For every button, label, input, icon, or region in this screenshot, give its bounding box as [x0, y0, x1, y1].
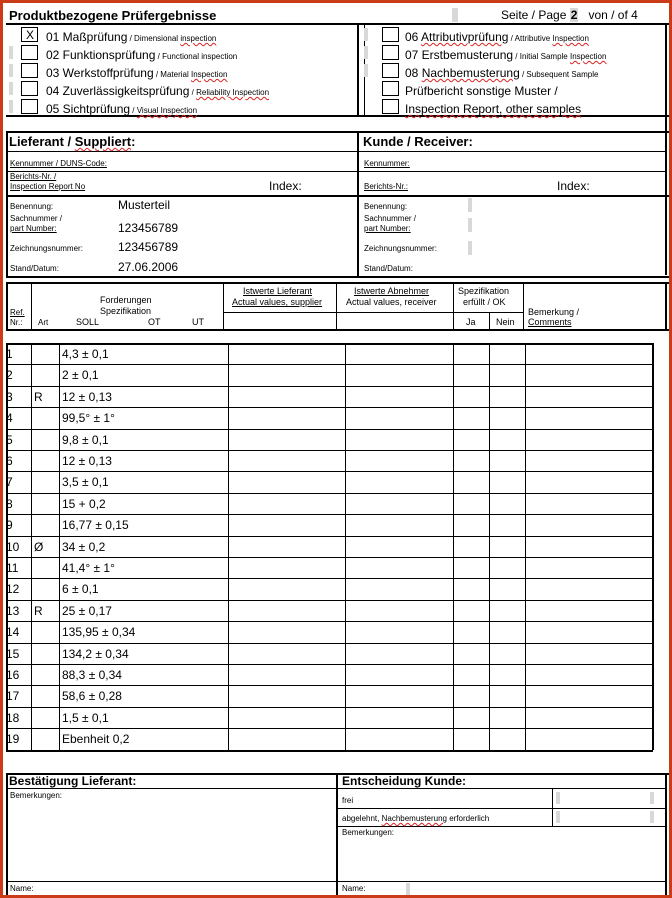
- inspection-type-sub: /: [130, 106, 137, 115]
- supplier-actual-value-cell[interactable]: [229, 430, 344, 449]
- inspection-type-main-underlined: Nachbemusterung: [421, 66, 520, 80]
- ok-ja-cell[interactable]: [454, 494, 488, 513]
- row-number: 15: [6, 646, 20, 661]
- row-soll: 12 ± 0,13: [62, 454, 112, 468]
- receiver-actual-value-cell[interactable]: [346, 451, 452, 470]
- comment-cell[interactable]: [526, 601, 651, 620]
- frame-line: [489, 312, 490, 330]
- supplier-stand-label: Stand/Datum:: [10, 264, 59, 273]
- frame-line: [357, 23, 359, 116]
- row-number: 10: [6, 539, 20, 554]
- supplier-heading-text: Lieferant /: [9, 134, 75, 149]
- row-soll: 135,95 ± 0,34: [62, 625, 136, 640]
- row-soll: 3,5 ± 0,1: [62, 475, 109, 490]
- decision-field-marker: [650, 792, 654, 804]
- inspection-type-main-underlined: Inspection Report, other samples: [405, 102, 582, 116]
- row-number: 14: [6, 625, 20, 640]
- row-soll: 2 ± 0,1: [62, 368, 99, 383]
- name-field-marker: [406, 883, 410, 895]
- row-soll: 1,5 ± 0,1: [62, 710, 109, 725]
- header-marker: [452, 8, 458, 22]
- supplier-actual-value-cell[interactable]: [229, 601, 344, 620]
- supplier-kennummer-label: Kennummer / DUNS-Code:: [10, 159, 107, 168]
- decision-abgelehnt-text: abgelehnt,: [342, 814, 382, 823]
- comment-cell[interactable]: [526, 344, 651, 363]
- col-ut-label: UT: [192, 317, 204, 327]
- supplier-actual-value-cell[interactable]: [229, 408, 344, 427]
- row-number: 5: [6, 432, 13, 447]
- row-number: 16: [6, 668, 20, 682]
- inspection-type-main: 04 Zuverlässigkeitsprüfung: [46, 84, 190, 98]
- supplier-heading: [9, 135, 135, 148]
- frame-line: [223, 312, 523, 313]
- inspection-checkbox[interactable]: [21, 27, 38, 42]
- row-soll: 58,6 ± 0,28: [62, 689, 122, 704]
- ok-ja-cell[interactable]: [454, 644, 488, 663]
- comment-cell[interactable]: [526, 665, 651, 684]
- footer-customer-heading: Entscheidung Kunde:: [342, 774, 466, 788]
- receiver-actual-value-cell[interactable]: [346, 537, 452, 556]
- row-soll: 25 ± 0,17: [62, 603, 112, 618]
- ok-ja-cell[interactable]: [454, 472, 488, 491]
- receiver-actual-value-cell[interactable]: [346, 686, 452, 705]
- inspection-type-sub: / Initial Sample: [513, 52, 570, 61]
- row-soll: 134,2 ± 0,34: [62, 646, 129, 661]
- col-spez-label-2: erfüllt / OK: [463, 297, 506, 307]
- comment-cell[interactable]: [526, 472, 651, 491]
- row-number: 17: [6, 689, 20, 704]
- ok-ja-cell[interactable]: [454, 537, 488, 556]
- receiver-actual-value-cell[interactable]: [346, 665, 452, 684]
- row-number: 2: [6, 368, 13, 383]
- inspection-type-label: [46, 101, 197, 117]
- footer-supplier-heading: Bestätigung Lieferant:: [9, 774, 137, 788]
- frame-line: [31, 282, 32, 330]
- customer-berichts-label: Berichts-Nr.:: [364, 182, 409, 191]
- frame-line: [6, 282, 8, 331]
- grid-line: [6, 750, 653, 752]
- ok-nein-cell[interactable]: [490, 644, 524, 663]
- row-number: 13: [6, 603, 20, 618]
- receiver-actual-value-cell[interactable]: [346, 387, 452, 406]
- supplier-zeichnung-value[interactable]: 123456789: [118, 240, 179, 254]
- comment-cell[interactable]: [526, 686, 651, 705]
- row-number: 7: [6, 475, 13, 490]
- comment-cell[interactable]: [526, 708, 651, 727]
- customer-benennung-label: Benennung:: [364, 202, 408, 211]
- ok-nein-cell[interactable]: [490, 515, 524, 534]
- ok-ja-cell[interactable]: [454, 408, 488, 427]
- row-marker: [9, 46, 13, 59]
- inspection-type-label: [46, 29, 216, 45]
- receiver-actual-value-cell[interactable]: [346, 729, 452, 748]
- inspection-type-sub-underlined: Inspection: [569, 52, 607, 61]
- ok-nein-cell[interactable]: [490, 558, 524, 577]
- row-soll: 99,5° ± 1°: [62, 411, 115, 426]
- supplier-actual-value-cell[interactable]: [229, 579, 344, 598]
- footer-supplier-remarks-label: Bemerkungen:: [10, 791, 63, 800]
- row-marker: [364, 46, 368, 59]
- customer-heading: Kunde / Receiver:: [363, 134, 473, 149]
- row-art: R: [34, 389, 43, 404]
- receiver-actual-value-cell[interactable]: [346, 515, 452, 534]
- supplier-actual-value-cell[interactable]: [229, 665, 344, 684]
- inspection-type-sub: / Material: [153, 70, 191, 79]
- inspection-type-sub: / Subsequent Sample: [519, 70, 599, 79]
- comment-cell[interactable]: [526, 515, 651, 534]
- inspection-type-label: [405, 29, 589, 45]
- frame-line: [6, 171, 667, 172]
- comment-cell[interactable]: [526, 537, 651, 556]
- customer-zeichnung-label: Zeichnungsnummer:: [364, 244, 437, 253]
- receiver-actual-value-cell[interactable]: [346, 494, 452, 513]
- frame-line: [6, 131, 8, 277]
- row-soll: 9,8 ± 0,1: [62, 432, 109, 447]
- row-soll: 15 + 0,2: [62, 496, 106, 511]
- inspection-type-main: 06: [405, 30, 422, 44]
- inspection-type-label: [46, 65, 227, 81]
- supplier-sachnummer-label-2: part Number:: [10, 224, 57, 233]
- ok-nein-cell[interactable]: [490, 365, 524, 384]
- footer-customer-name-label: Name:: [342, 884, 366, 893]
- row-soll: 16,77 ± 0,15: [62, 518, 129, 533]
- row-marker: [9, 82, 13, 95]
- receiver-actual-value-cell[interactable]: [346, 601, 452, 620]
- ok-nein-cell[interactable]: [490, 601, 524, 620]
- frame-line: [665, 282, 667, 331]
- comment-cell[interactable]: [526, 365, 651, 384]
- comment-cell[interactable]: [526, 579, 651, 598]
- comment-cell[interactable]: [526, 644, 651, 663]
- page-current[interactable]: 2: [570, 8, 578, 22]
- row-marker: [9, 100, 13, 113]
- inspection-type-main: Prüfbericht sonstige Muster /: [405, 84, 558, 98]
- frame-line: [6, 195, 669, 197]
- comment-cell[interactable]: [526, 451, 651, 470]
- supplier-actual-value-cell[interactable]: [229, 622, 344, 641]
- ok-nein-cell[interactable]: [490, 729, 524, 748]
- decision-abgelehnt-field[interactable]: [554, 809, 665, 825]
- frame-line: [6, 881, 667, 882]
- ok-ja-cell[interactable]: [454, 729, 488, 748]
- inspection-type-main: 07 Erstbemusterung: [405, 48, 514, 62]
- ok-nein-cell[interactable]: [490, 408, 524, 427]
- ok-ja-cell[interactable]: [454, 665, 488, 684]
- inspection-type-sub-underlined: Visual Inspection: [136, 106, 198, 115]
- supplier-stand-value[interactable]: 27.06.2006: [118, 260, 179, 274]
- ok-ja-cell[interactable]: [454, 686, 488, 705]
- ok-ja-cell[interactable]: [454, 387, 488, 406]
- inspection-type-main: 08: [405, 66, 422, 80]
- inspection-type-main: 01 Maßprüfung: [46, 30, 128, 44]
- receiver-actual-value-cell[interactable]: [346, 622, 452, 641]
- row-number: 12: [6, 582, 20, 597]
- row-number: 19: [6, 732, 20, 747]
- customer-sachnummer-label-2: part Number:: [364, 224, 411, 233]
- row-soll: 4,3 ± 0,1: [62, 347, 109, 361]
- row-number: 9: [6, 518, 13, 533]
- frame-line: [6, 151, 667, 152]
- col-ist-lieferant-label-1: Istwerte Lieferant: [243, 286, 313, 296]
- inspection-checkbox[interactable]: [21, 45, 38, 60]
- decision-field-marker: [556, 811, 560, 823]
- page-title: Produktbezogene Prüfergebnisse: [9, 8, 217, 23]
- col-bemerkung-label-1: Bemerkung /: [528, 307, 580, 317]
- supplier-benennung-value[interactable]: Musterteil: [118, 198, 171, 212]
- inspection-type-sub-underlined: Inspection: [552, 34, 589, 43]
- col-bemerkung-label-2: Comments: [528, 317, 572, 327]
- supplier-berichts-label-1: Berichts-Nr. /: [10, 172, 57, 181]
- customer-field-marker: [468, 198, 472, 212]
- comment-cell[interactable]: [526, 387, 651, 406]
- row-marker: [364, 28, 368, 41]
- col-spezifikation-label: Spezifikation: [100, 306, 152, 316]
- inspection-type-label: [405, 65, 598, 81]
- ok-ja-cell[interactable]: [454, 558, 488, 577]
- decision-abgelehnt-label: [342, 815, 489, 823]
- supplier-actual-value-cell[interactable]: [229, 344, 344, 363]
- supplier-actual-value-cell[interactable]: [229, 494, 344, 513]
- col-ref-label-1: Ref.: [10, 308, 25, 317]
- supplier-index-label: Index:: [269, 179, 302, 193]
- ok-nein-cell[interactable]: [490, 665, 524, 684]
- customer-field-marker: [468, 218, 472, 232]
- ok-nein-cell[interactable]: [490, 387, 524, 406]
- ok-nein-cell[interactable]: [490, 686, 524, 705]
- ok-ja-cell[interactable]: [454, 515, 488, 534]
- col-soll-label: SOLL: [76, 317, 100, 327]
- ok-nein-cell[interactable]: [490, 708, 524, 727]
- ok-nein-cell[interactable]: [490, 494, 524, 513]
- ok-ja-cell[interactable]: [454, 601, 488, 620]
- ok-ja-cell[interactable]: [454, 365, 488, 384]
- inspection-checkbox[interactable]: [21, 81, 38, 96]
- supplier-actual-value-cell[interactable]: [229, 686, 344, 705]
- decision-abgelehnt-word: Nachbemusterung: [381, 814, 447, 823]
- col-ot-label: OT: [148, 317, 161, 327]
- inspection-report-sheet: [3, 3, 669, 895]
- frame-line: [6, 773, 8, 895]
- receiver-actual-value-cell[interactable]: [346, 430, 452, 449]
- receiver-actual-value-cell[interactable]: [346, 558, 452, 577]
- col-art-label: Art: [38, 318, 49, 327]
- receiver-actual-value-cell[interactable]: [346, 579, 452, 598]
- footer-supplier-name-label: Name:: [10, 884, 34, 893]
- supplier-actual-value-cell[interactable]: [229, 387, 344, 406]
- supplier-sachnummer-label-1: Sachnummer /: [10, 214, 63, 223]
- customer-remarks-field[interactable]: [339, 839, 664, 879]
- row-soll: Ebenheit 0,2: [62, 732, 130, 747]
- ok-ja-cell[interactable]: [454, 708, 488, 727]
- page-of-label: von / of: [588, 8, 628, 22]
- ok-ja-cell[interactable]: [454, 430, 488, 449]
- inspection-type-sub-underlined: Reliability Inspection: [196, 88, 270, 97]
- inspection-type-sub: / Dimensional: [127, 34, 181, 43]
- decision-frei-label: frei: [342, 796, 354, 805]
- row-soll: 88,3 ± 0,34: [62, 668, 122, 682]
- comment-cell[interactable]: [526, 408, 651, 427]
- row-number: 3: [6, 389, 13, 404]
- inspection-type-main: 02 Funktionsprüfung: [46, 48, 156, 62]
- footer-customer-remarks-label: Bemerkungen:: [342, 828, 395, 837]
- supplier-benennung-label: Benennung:: [10, 202, 54, 211]
- supplier-remarks-field[interactable]: [9, 801, 334, 879]
- receiver-actual-value-cell[interactable]: [346, 708, 452, 727]
- ok-ja-cell[interactable]: [454, 579, 488, 598]
- decision-frei-field[interactable]: [554, 790, 665, 807]
- inspection-checkbox[interactable]: [382, 45, 399, 60]
- frame-line: [6, 131, 669, 133]
- row-soll: 6 ± 0,1: [62, 582, 99, 597]
- supplier-actual-value-cell[interactable]: [229, 515, 344, 534]
- comment-cell[interactable]: [526, 622, 651, 641]
- supplier-sachnummer-value[interactable]: 123456789: [118, 221, 179, 235]
- comment-cell[interactable]: [526, 729, 651, 748]
- col-nein-label: Nein: [496, 317, 515, 327]
- inspection-type-label: [405, 83, 558, 99]
- inspection-checkbox[interactable]: [21, 63, 38, 78]
- frame-line: [6, 282, 669, 284]
- supplier-actual-value-cell[interactable]: [229, 472, 344, 491]
- row-number: 11: [6, 561, 19, 575]
- decision-field-marker: [556, 792, 560, 804]
- supplier-zeichnung-label: Zeichnungsnummer:: [10, 244, 83, 253]
- frame-line: [336, 282, 337, 330]
- inspection-type-sub: /: [189, 88, 197, 97]
- frame-line: [665, 773, 667, 895]
- col-ist-lieferant-label-2: Actual values, supplier: [232, 297, 323, 307]
- inspection-checkbox[interactable]: [382, 99, 399, 114]
- inspection-type-label: [405, 47, 606, 63]
- supplier-actual-value-cell[interactable]: [229, 644, 344, 663]
- frame-line: [6, 329, 669, 331]
- supplier-berichts-label-2: Inspection Report No: [10, 182, 86, 191]
- supplier-heading-colon: :: [131, 134, 136, 149]
- customer-stand-label: Stand/Datum:: [364, 264, 413, 273]
- inspection-type-main-underlined: Attributivprüfung: [421, 30, 509, 44]
- supplier-actual-value-cell[interactable]: [229, 365, 344, 384]
- row-art: R: [34, 603, 43, 618]
- decision-field-marker: [650, 811, 654, 823]
- comment-cell[interactable]: [526, 558, 651, 577]
- inspection-checkbox[interactable]: [21, 99, 38, 114]
- row-marker: [364, 64, 368, 77]
- receiver-actual-value-cell[interactable]: [346, 472, 452, 491]
- customer-field-marker: [468, 241, 472, 255]
- row-art: Ø: [34, 539, 44, 554]
- col-ja-label: Ja: [466, 317, 476, 327]
- receiver-actual-value-cell[interactable]: [346, 408, 452, 427]
- frame-line: [336, 773, 338, 895]
- col-ref-label-2: Nr.:: [10, 318, 23, 327]
- checkbox-mark: X: [26, 28, 35, 42]
- customer-index-label: Index:: [557, 179, 590, 193]
- supplier-actual-value-cell[interactable]: [229, 558, 344, 577]
- inspection-checkbox[interactable]: [382, 63, 399, 78]
- frame-line: [523, 282, 524, 330]
- frame-line: [453, 282, 454, 330]
- col-ist-abnehmer-label-2: Actual values, receiver: [346, 297, 437, 307]
- frame-line: [6, 276, 669, 278]
- inspection-type-label: [405, 101, 581, 117]
- supplier-actual-value-cell[interactable]: [229, 451, 344, 470]
- inspection-type-sub: / Attributive: [508, 34, 553, 43]
- frame-line: [6, 23, 669, 25]
- frame-line: [552, 788, 553, 826]
- frame-line: [336, 826, 667, 827]
- inspection-type-main: 03 Werkstoffprüfung: [46, 66, 154, 80]
- ok-nein-cell[interactable]: [490, 579, 524, 598]
- ok-nein-cell[interactable]: [490, 622, 524, 641]
- page-indicator: [501, 9, 638, 21]
- receiver-actual-value-cell[interactable]: [346, 365, 452, 384]
- row-marker: [9, 64, 13, 77]
- row-number: 4: [6, 411, 13, 426]
- frame-line: [665, 23, 667, 275]
- row-soll: 12 ± 0,13: [62, 389, 112, 404]
- ok-ja-cell[interactable]: [454, 344, 488, 363]
- ok-nein-cell[interactable]: [490, 344, 524, 363]
- receiver-actual-value-cell[interactable]: [346, 344, 452, 363]
- comment-cell[interactable]: [526, 430, 651, 449]
- supplier-actual-value-cell[interactable]: [229, 729, 344, 748]
- supplier-actual-value-cell[interactable]: [229, 537, 344, 556]
- ok-nein-cell[interactable]: [490, 430, 524, 449]
- ok-nein-cell[interactable]: [490, 472, 524, 491]
- col-ist-abnehmer-label-1: Istwerte Abnehmer: [354, 286, 430, 296]
- inspection-type-sub-underlined: Inspection: [190, 70, 228, 79]
- supplier-actual-value-cell[interactable]: [229, 708, 344, 727]
- receiver-actual-value-cell[interactable]: [346, 644, 452, 663]
- inspection-checkbox[interactable]: [382, 81, 399, 96]
- col-spez-label-1: Spezifikation: [458, 286, 510, 296]
- col-forderungen-label: Forderungen: [100, 295, 152, 305]
- comment-cell[interactable]: [526, 494, 651, 513]
- customer-sachnummer-label-1: Sachnummer /: [364, 214, 417, 223]
- decision-abgelehnt-suffix: erforderlich: [446, 814, 490, 823]
- page-total: 4: [631, 8, 638, 22]
- ok-ja-cell[interactable]: [454, 451, 488, 470]
- inspection-type-label: [46, 83, 269, 99]
- row-soll: 41,4° ± 1°: [62, 561, 115, 575]
- supplier-heading-word: Suppliert: [74, 134, 132, 149]
- inspection-type-label: [46, 47, 237, 63]
- page-label: Seite / Page: [501, 8, 567, 22]
- row-number: 18: [6, 710, 20, 725]
- ok-nein-cell[interactable]: [490, 537, 524, 556]
- frame-line: [357, 131, 359, 277]
- row-soll: 34 ± 0,2: [62, 539, 106, 554]
- inspection-type-sub-underlined: inspection: [180, 34, 217, 43]
- row-number: 1: [6, 347, 13, 361]
- row-number: 8: [6, 496, 13, 511]
- inspection-type-sub: / Functional inspection: [155, 52, 238, 61]
- ok-nein-cell[interactable]: [490, 451, 524, 470]
- frame-line: [223, 282, 224, 330]
- inspection-type-main: 05 Sichtprüfung: [46, 102, 131, 116]
- ok-ja-cell[interactable]: [454, 622, 488, 641]
- inspection-checkbox[interactable]: [382, 27, 399, 42]
- row-number: 6: [6, 454, 13, 468]
- customer-kennummer-label: Kennummer:: [364, 159, 410, 168]
